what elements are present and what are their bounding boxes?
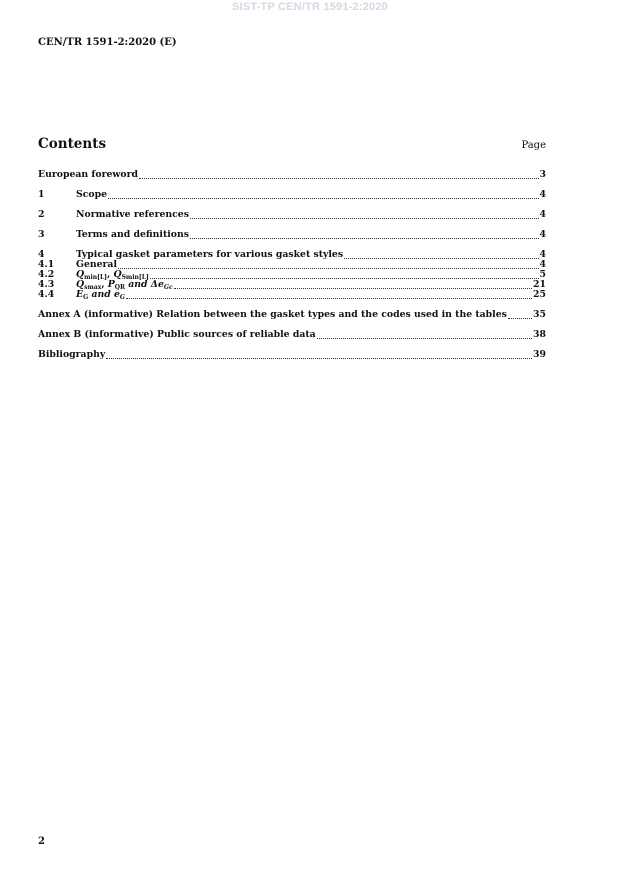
dot-leader (108, 191, 539, 199)
dot-leader (150, 271, 539, 279)
toc-entry-number: 4.1 (38, 259, 55, 270)
toc-entry-page: 3 (539, 169, 546, 180)
watermark: SIST-TP CEN/TR 1591-2:2020 (231, 1, 388, 13)
dot-leader (317, 331, 532, 339)
toc-entry-number: 1 (38, 189, 45, 200)
toc-entry-page: 35 (533, 309, 546, 320)
dot-leader (174, 281, 532, 289)
dot-leader (106, 351, 532, 359)
contents-heading: Contents (38, 136, 107, 152)
toc-entry-title: $Q_{min[L]}$, $Q_{Smin[L]}$ (76, 269, 149, 281)
toc-entry-eg[interactable] (38, 290, 546, 300)
dot-leader (190, 231, 539, 239)
toc-entry-page: 4 (539, 209, 546, 220)
dot-leader (508, 311, 532, 319)
toc-entry-page: 21 (533, 279, 546, 290)
toc-entry-title: $E_G$ and $e_G$ (76, 289, 126, 301)
toc-entry-annex-b[interactable] (38, 330, 546, 340)
toc-entry-title: Typical gasket parameters for various gasket styles (76, 249, 344, 260)
dot-leader (126, 291, 532, 299)
document-id: CEN/TR 1591-2:2020 (E) (38, 37, 177, 48)
page-column-label: Page (521, 140, 546, 151)
toc-entry-page: 4 (539, 249, 546, 260)
toc-entry-terms-definitions[interactable] (38, 230, 546, 240)
toc-entry-title: General (76, 259, 117, 270)
dot-leader (190, 211, 539, 219)
toc-entry-number: 4.3 (38, 279, 55, 290)
toc-entry-title: Annex B (informative) Public sources of reliable data (38, 329, 316, 340)
toc-entry-number: 2 (38, 209, 45, 220)
toc-entry-page: 25 (533, 289, 546, 300)
dot-leader (139, 171, 539, 179)
toc-entry-title: Scope (76, 189, 107, 200)
toc-entry-normative-references[interactable] (38, 210, 546, 220)
toc-entry-page: 4 (539, 259, 546, 270)
dot-leader (118, 261, 539, 269)
toc-entry-bibliography[interactable] (38, 350, 546, 360)
toc-entry-scope[interactable] (38, 190, 546, 200)
toc-entry-page: 39 (533, 349, 546, 360)
toc-entry-annex-a[interactable] (38, 310, 546, 320)
toc-entry-number: 4.4 (38, 289, 55, 300)
toc-entry-number: 4.2 (38, 269, 55, 280)
toc-entry-title: European foreword (38, 169, 138, 180)
toc-entry-title: Bibliography (38, 349, 106, 360)
toc-entry-page: 4 (539, 229, 546, 240)
toc-entry-page: 5 (539, 269, 546, 280)
dot-leader (344, 251, 538, 259)
page-number: 2 (38, 836, 45, 847)
toc-entry-number: 3 (38, 229, 45, 240)
toc-entry-number: 4 (38, 249, 45, 260)
toc-entry-page: 4 (539, 189, 546, 200)
toc-entry-foreword[interactable] (38, 170, 546, 180)
toc-entry-title: Terms and definitions (76, 229, 189, 240)
toc-entry-title: $Q_{smax}$, $P_{QR}$ and $\Delta e_{Gc}$ (76, 279, 173, 291)
table-of-contents (38, 170, 546, 360)
toc-entry-title: Normative references (76, 209, 189, 220)
toc-entry-title: Annex A (informative) Relation between the gasket types and the codes used in the tables (38, 309, 507, 320)
toc-entry-page: 38 (533, 329, 546, 340)
